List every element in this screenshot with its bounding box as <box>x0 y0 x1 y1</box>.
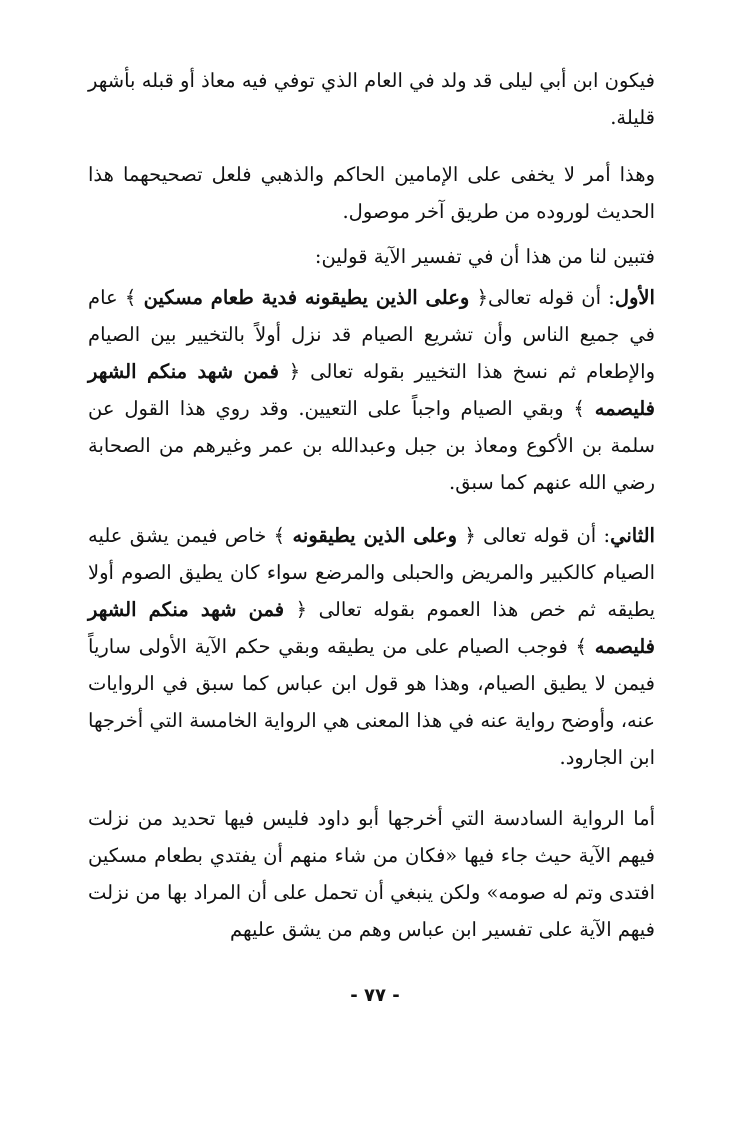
quran-verse: وعلى الذين يطيقونه <box>292 524 458 547</box>
paragraph-first-opinion <box>88 279 655 501</box>
quran-verse: فمن شهد منكم الشهر فليصمه <box>88 598 655 658</box>
paragraph-2 <box>88 156 655 230</box>
paragraph-3 <box>88 238 655 275</box>
paragraph-text: ﴾ خاص فيمن يشق عليه الصيام كالكبير والمريض والحبلى والمرضع سواء كان يطيق الصوم أولا يطيقه ثم خص هذا العموم بقوله تعالى ﴿ <box>88 524 655 621</box>
paragraph-text: ﴾ فوجب الصيام على من يطيقه وبقي حكم الآية الأولى سارياً فيمن لا يطيق الصيام، وهذا هو قول ابن عباس كما سبق في الروايات عنه، وأوضح رواية عنه في هذا المعنى هي الرواية الخامسة التي أخرجها ابن الجارود. <box>88 635 655 769</box>
paragraph-text: فيكون ابن أبي ليلى قد ولد في العام الذي توفي فيه معاذ أو قبله بأشهر قليلة. <box>88 69 655 129</box>
paragraph-text: فتبين لنا من هذا أن في تفسير الآية قولين: <box>314 245 655 268</box>
paragraph-text: أما الرواية السادسة التي أخرجها أبو داود فليس فيها تحديد من نزلت فيهم الآية حيث جاء فيها «فكان من شاء منهم أن يفتدي بطعام مسكين افتدى وتم له صومه» ولكن ينبغي أن تحمل على أن المراد بها من نزلت فيهم الآية على تفسير ابن عباس وهم من يشق عليهم <box>88 807 655 941</box>
paragraph-text: أن قوله تعالى ﴿ <box>457 524 597 547</box>
label-colon: : <box>596 524 611 547</box>
paragraph-1 <box>88 62 655 136</box>
opinion-label-first: الأول <box>614 286 655 309</box>
paragraph-text: ﴾ عام في جميع الناس وأن تشريع الصيام قد نزل أولاً بالتخيير بين الصيام والإطعام ثم نسخ هذا التخيير بقوله تعالى ﴿ <box>88 286 655 383</box>
paragraph-6 <box>88 800 655 948</box>
quran-verse: فمن شهد منكم الشهر فليصمه <box>88 360 655 420</box>
paragraph-second-opinion <box>88 517 655 776</box>
paragraph-text: أن قوله تعالى﴿ <box>469 286 602 309</box>
quran-verse: وعلى الذين يطيقونه فدية طعام مسكين <box>143 286 470 309</box>
page-body <box>88 62 655 948</box>
paragraph-text: وهذا أمر لا يخفى على الإمامين الحاكم والذهبي فلعل تصحيحهما هذا الحديث لوروده من طريق آخر موصول. <box>88 163 655 223</box>
opinion-label-second: الثاني <box>610 524 655 547</box>
label-colon: : <box>601 286 615 309</box>
paragraph-text: ﴾ وبقي الصيام واجباً على التعيين. وقد روي هذا القول عن سلمة بن الأكوع ومعاذ بن جبل وعبدالله بن عمر وغيرهم من الصحابة رضي الله عنهم كما سبق. <box>88 397 655 494</box>
page-number: - ٧٧ - <box>350 985 400 1006</box>
